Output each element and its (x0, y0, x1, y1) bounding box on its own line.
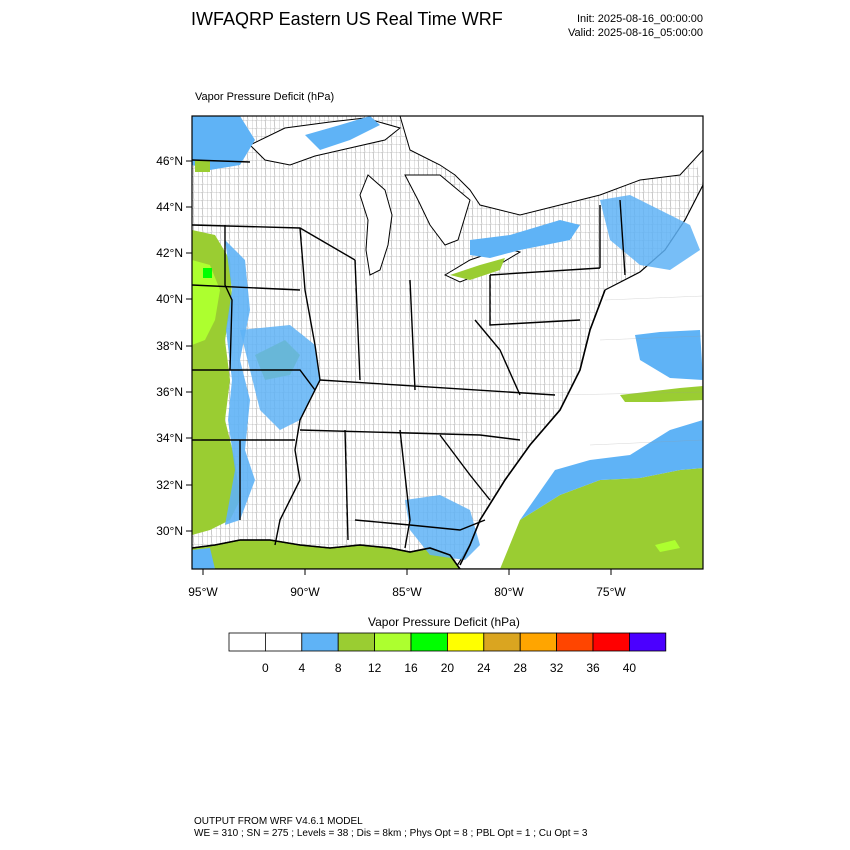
colorbar (229, 633, 666, 651)
lat-label-44: 44°N (156, 200, 183, 214)
valid-time: Valid: 2025-08-16_05:00:00 (568, 27, 703, 39)
colorbar-swatch (411, 633, 447, 651)
colorbar-tick-label: 12 (367, 661, 382, 675)
colorbar-swatch (447, 633, 483, 651)
lon-axis (203, 569, 611, 575)
lat-label-40: 40°N (156, 292, 183, 306)
colorbar-swatch (265, 633, 301, 651)
colorbar-labels (262, 661, 636, 675)
colorbar-swatch (375, 633, 411, 651)
colorbar-swatch (520, 633, 556, 651)
colorbar-tick-label: 40 (622, 661, 637, 675)
north-vpd-olive (195, 160, 210, 172)
map-panel (192, 116, 703, 569)
colorbar-tick-label: 28 (513, 661, 527, 675)
lat-axis (186, 161, 192, 531)
lon-label-95: 95°W (188, 585, 218, 599)
lat-label-42: 42°N (156, 246, 183, 260)
lat-labels (156, 154, 183, 538)
footer-config-line: WE = 310 ; SN = 275 ; Levels = 38 ; Dis = 8km ; Phys Opt = 8 ; PBL Opt = 1 ; Cu Opt = 3 (194, 828, 588, 839)
lat-label-46: 46°N (156, 154, 183, 168)
lon-label-80: 80°W (494, 585, 524, 599)
main-title: IWFAQRP Eastern US Real Time WRF (191, 9, 503, 29)
lon-labels (188, 585, 626, 599)
lon-label-90: 90°W (290, 585, 320, 599)
colorbar-swatch (484, 633, 520, 651)
colorbar-tick-label: 16 (404, 661, 418, 675)
colorbar-swatch (593, 633, 629, 651)
colorbar-tick-label: 0 (262, 661, 269, 675)
west-vpd-green (203, 268, 212, 278)
lon-label-75: 75°W (596, 585, 626, 599)
colorbar-swatch (338, 633, 374, 651)
init-time: Init: 2025-08-16_00:00:00 (577, 13, 703, 25)
colorbar-tick-label: 20 (440, 661, 455, 675)
colorbar-tick-label: 36 (586, 661, 600, 675)
lon-label-85: 85°W (392, 585, 422, 599)
footer-model-line: OUTPUT FROM WRF V4.6.1 MODEL (194, 816, 363, 827)
colorbar-tick-label: 8 (334, 661, 342, 675)
colorbar-swatch (629, 633, 665, 651)
colorbar-swatch (229, 633, 265, 651)
colorbar-tick-label: 24 (477, 661, 491, 675)
lat-label-32: 32°N (156, 478, 183, 492)
colorbar-tick-label: 4 (298, 661, 306, 675)
colorbar-title: Vapor Pressure Deficit (hPa) (368, 615, 520, 629)
colorbar-swatch (557, 633, 593, 651)
lat-label-36: 36°N (156, 385, 183, 399)
colorbar-tick-label: 32 (549, 661, 564, 675)
colorbar-swatch (302, 633, 338, 651)
field-label: Vapor Pressure Deficit (hPa) (195, 91, 335, 103)
lat-label-34: 34°N (156, 431, 183, 445)
lat-label-30: 30°N (156, 524, 183, 538)
lat-label-38: 38°N (156, 339, 183, 353)
